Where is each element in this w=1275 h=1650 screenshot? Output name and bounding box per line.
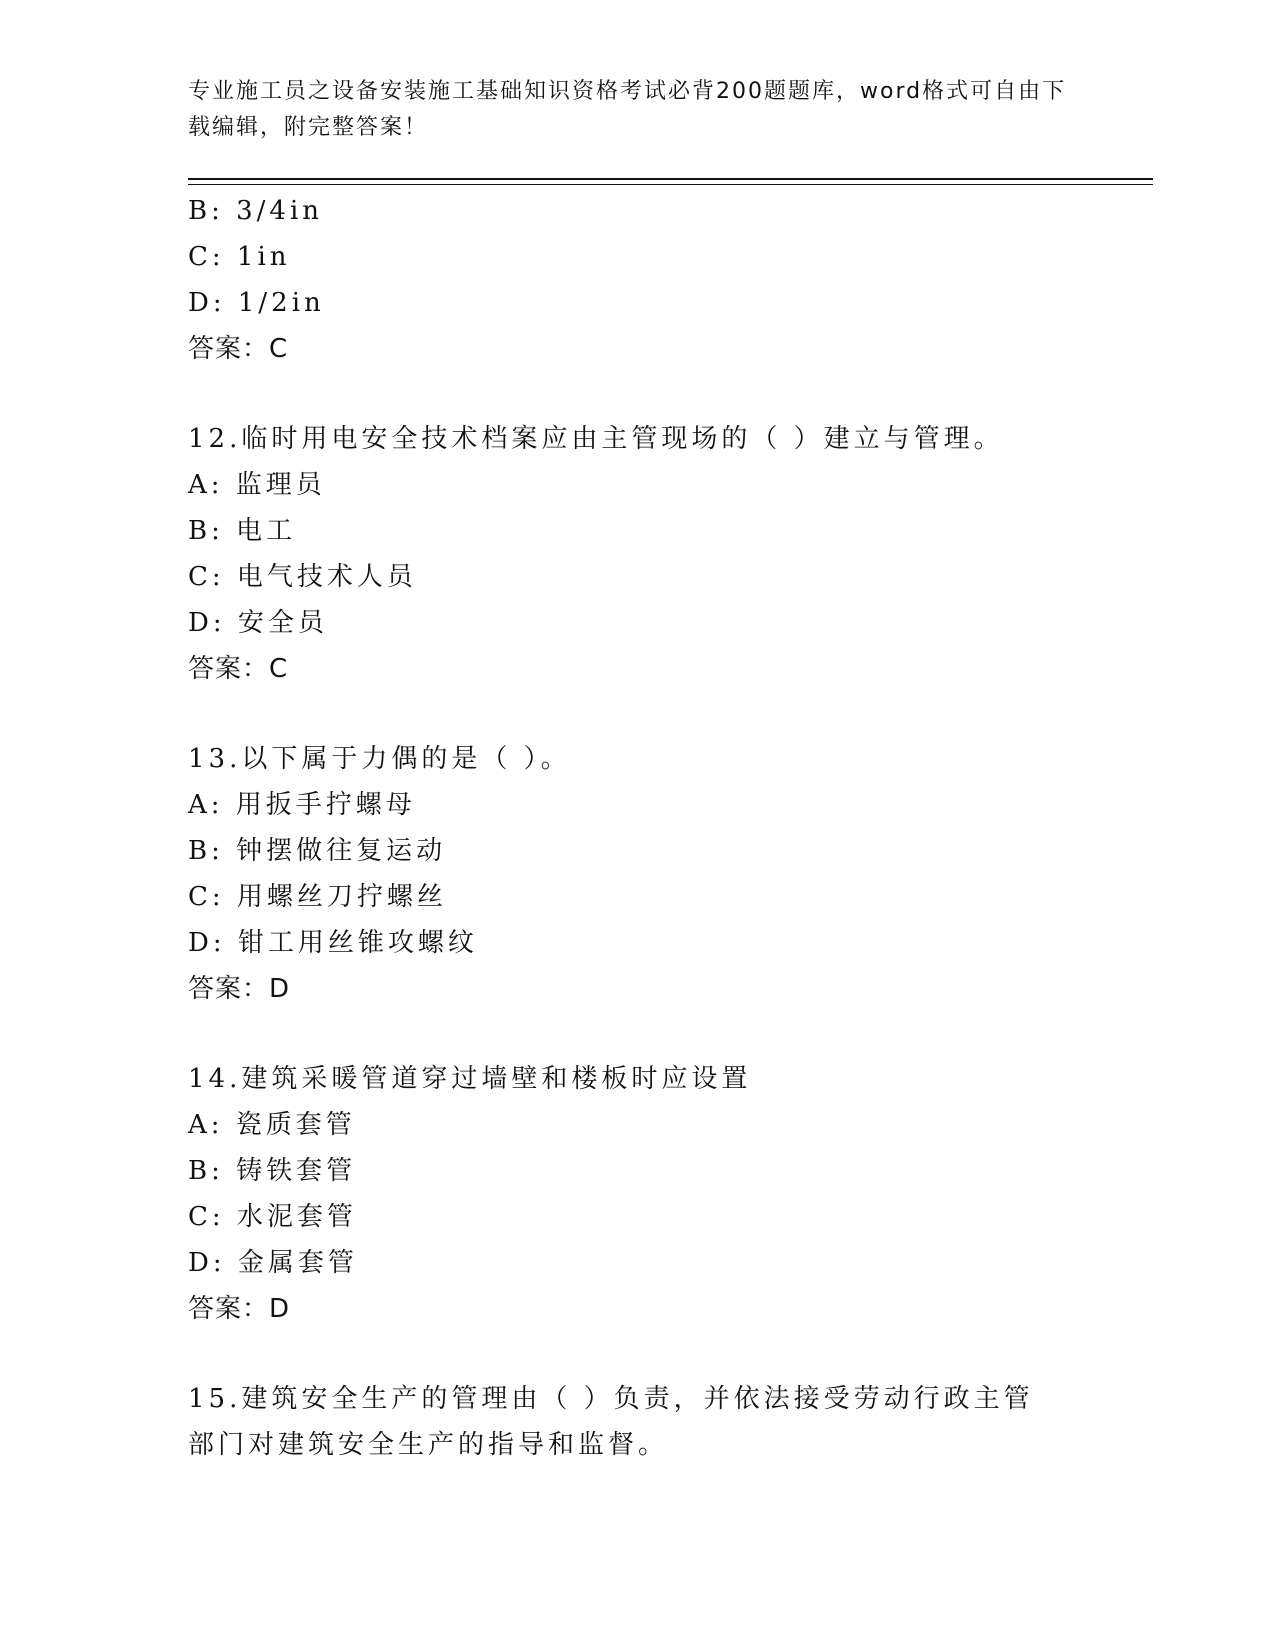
option-a: A: 用扳手拧螺母 bbox=[188, 790, 416, 820]
option-d: D: 钳工用丝锥攻螺纹 bbox=[188, 928, 478, 958]
option-d: D: 1/2in bbox=[188, 288, 325, 318]
answer-line: 答案：D bbox=[188, 974, 291, 1004]
option-c: C: 1in bbox=[188, 242, 291, 272]
header-divider-thin bbox=[188, 184, 1153, 185]
question-13 bbox=[188, 736, 1088, 1012]
option-c: C: 用螺丝刀拧螺丝 bbox=[188, 882, 447, 912]
option-d: D: 金属套管 bbox=[188, 1248, 358, 1278]
question-spacer bbox=[188, 1332, 1088, 1376]
question-spacer bbox=[188, 1012, 1088, 1056]
document-header: 专业施工员之设备安装施工基础知识资格考试必背200题题库，word格式可自由下载编辑，附完整答案！ bbox=[188, 79, 1067, 140]
option-b: B: 铸铁套管 bbox=[188, 1156, 357, 1186]
option-d: D: 安全员 bbox=[188, 608, 328, 638]
question-15 bbox=[188, 1376, 1088, 1468]
option-b: B: 3/4in bbox=[188, 196, 324, 226]
option-c: C: 电气技术人员 bbox=[188, 562, 417, 592]
option-a: A: 监理员 bbox=[188, 470, 326, 500]
question-list bbox=[188, 188, 1088, 1468]
header-divider bbox=[188, 178, 1153, 180]
option-c: C: 水泥套管 bbox=[188, 1202, 357, 1232]
question-11-continuation bbox=[188, 188, 1088, 372]
question-spacer bbox=[188, 372, 1088, 416]
question-spacer bbox=[188, 692, 1088, 736]
question-14 bbox=[188, 1056, 1088, 1332]
question-stem: 15.建筑安全生产的管理由（ ）负责，并依法接受劳动行政主管部门对建筑安全生产的指导和监督。 bbox=[188, 1384, 1034, 1460]
answer-line: 答案：C bbox=[188, 334, 289, 364]
question-stem: 12.临时用电安全技术档案应由主管现场的（ ）建立与管理。 bbox=[188, 424, 1004, 454]
question-12 bbox=[188, 416, 1088, 692]
question-stem: 14.建筑采暖管道穿过墙壁和楼板时应设置 bbox=[188, 1064, 752, 1094]
answer-line: 答案：C bbox=[188, 654, 289, 684]
option-b: B: 电工 bbox=[188, 516, 297, 546]
answer-line: 答案：D bbox=[188, 1294, 291, 1324]
option-b: B: 钟摆做往复运动 bbox=[188, 836, 447, 866]
question-stem: 13.以下属于力偶的是（ ）。 bbox=[188, 744, 571, 774]
option-a: A: 瓷质套管 bbox=[188, 1110, 356, 1140]
